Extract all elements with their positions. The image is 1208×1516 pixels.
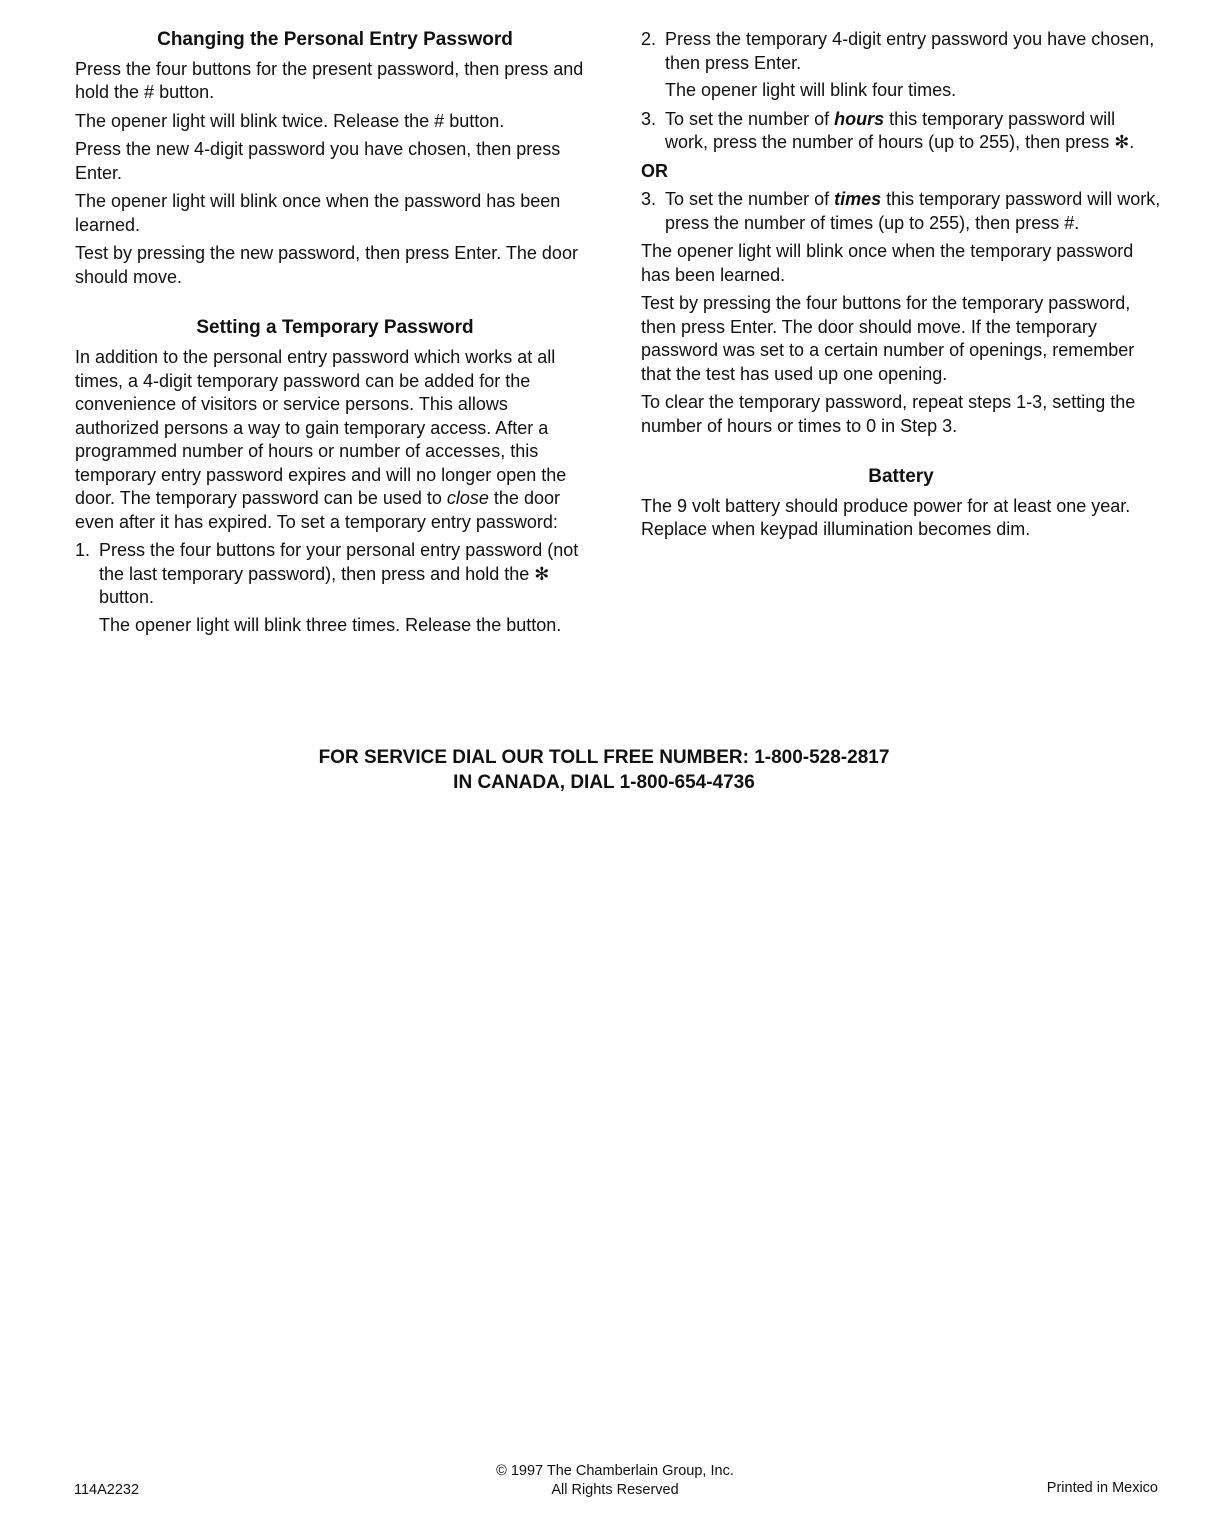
paragraph-battery: The 9 volt battery should produce power for at least one year. Replace when keypad illumination becomes dim. — [641, 495, 1131, 540]
copyright-block — [0, 1462, 1208, 1500]
step-3-times: 3. To set the number of times this temporary password will work, press the number of times (up to 255), then press #. — [641, 189, 1161, 233]
service-phone-canada: IN CANADA, DIAL 1-800-654-4736 — [453, 772, 755, 793]
step-3-hours: 3. To set the number of hours this temporary password will work, press the number of hours (up to 255), then press ✻. — [641, 108, 1135, 152]
paragraph: The opener light will blink once when the temporary password has been learned. — [641, 241, 1134, 285]
paragraph: Test by pressing the new password, then press Enter. The door should move. — [75, 243, 578, 287]
service-info — [0, 745, 1208, 795]
step-number: 2. — [641, 29, 657, 49]
heading-battery: Battery — [868, 466, 934, 487]
emphasis-hours: hours — [834, 108, 885, 129]
paragraph-intro: In addition to the personal entry password which works at all times, a 4-digit temporary password can be added for the convenience of visitors or service persons. This allows authorized persons a way to gain temporary access. After a programmed number of hours or number of accesses, this temporary entry password expires and will no longer open the door. The temporary password can be used to close the door even after it has expired. To set a temporary entry password: — [75, 347, 567, 532]
step-2 — [641, 28, 1161, 103]
step-number: 3. — [641, 189, 657, 209]
left-column — [75, 28, 595, 642]
part-number: 114A2232 — [74, 1482, 140, 1498]
paragraph: The opener light will blink twice. Release the # button. — [75, 110, 505, 131]
copyright: © 1997 The Chamberlain Group, Inc. — [496, 1463, 734, 1479]
printed-in: Printed in Mexico — [1046, 1480, 1158, 1496]
step-result: The opener light will blink three times. Release the button. — [99, 614, 562, 635]
heading-temporary-password: Setting a Temporary Password — [196, 317, 474, 339]
service-phone-us: FOR SERVICE DIAL OUR TOLL FREE NUMBER: 1-800-528-2817 — [318, 747, 890, 768]
step-1 — [75, 539, 595, 637]
step-text: Press the four buttons for your personal entry password (not the last temporary password), then press and hold the ✻ button. — [99, 540, 579, 607]
paragraph: Press the four buttons for the present password, then press and hold the # button. — [75, 58, 584, 103]
spacer — [75, 294, 595, 316]
step-text: Press the temporary 4-digit entry password you have chosen, then press Enter. — [665, 29, 1155, 73]
emphasis-times: times — [834, 189, 882, 209]
paragraph: Test by pressing the four buttons for the temporary password, then press Enter. The door should move. If the temporary password was set to a certain number of openings, remember that the test has used up one opening. — [641, 293, 1135, 384]
paragraph: To clear the temporary password, repeat steps 1-3, setting the number of hours or times to 0 in Step 3. — [641, 392, 1136, 436]
heading-changing-password: Changing the Personal Entry Password — [157, 29, 513, 50]
step-number: 3. — [641, 108, 657, 129]
spacer — [641, 443, 1161, 465]
step-result: The opener light will blink four times. — [665, 80, 957, 100]
paragraph: Press the new 4-digit password you have chosen, then press Enter. — [75, 139, 561, 183]
rights-reserved: All Rights Reserved — [551, 1482, 679, 1498]
or-label: OR — [641, 160, 668, 181]
step-number: 1. — [75, 540, 91, 560]
right-column — [641, 28, 1161, 547]
paragraph: The opener light will blink once when the password has been learned. — [75, 191, 561, 235]
